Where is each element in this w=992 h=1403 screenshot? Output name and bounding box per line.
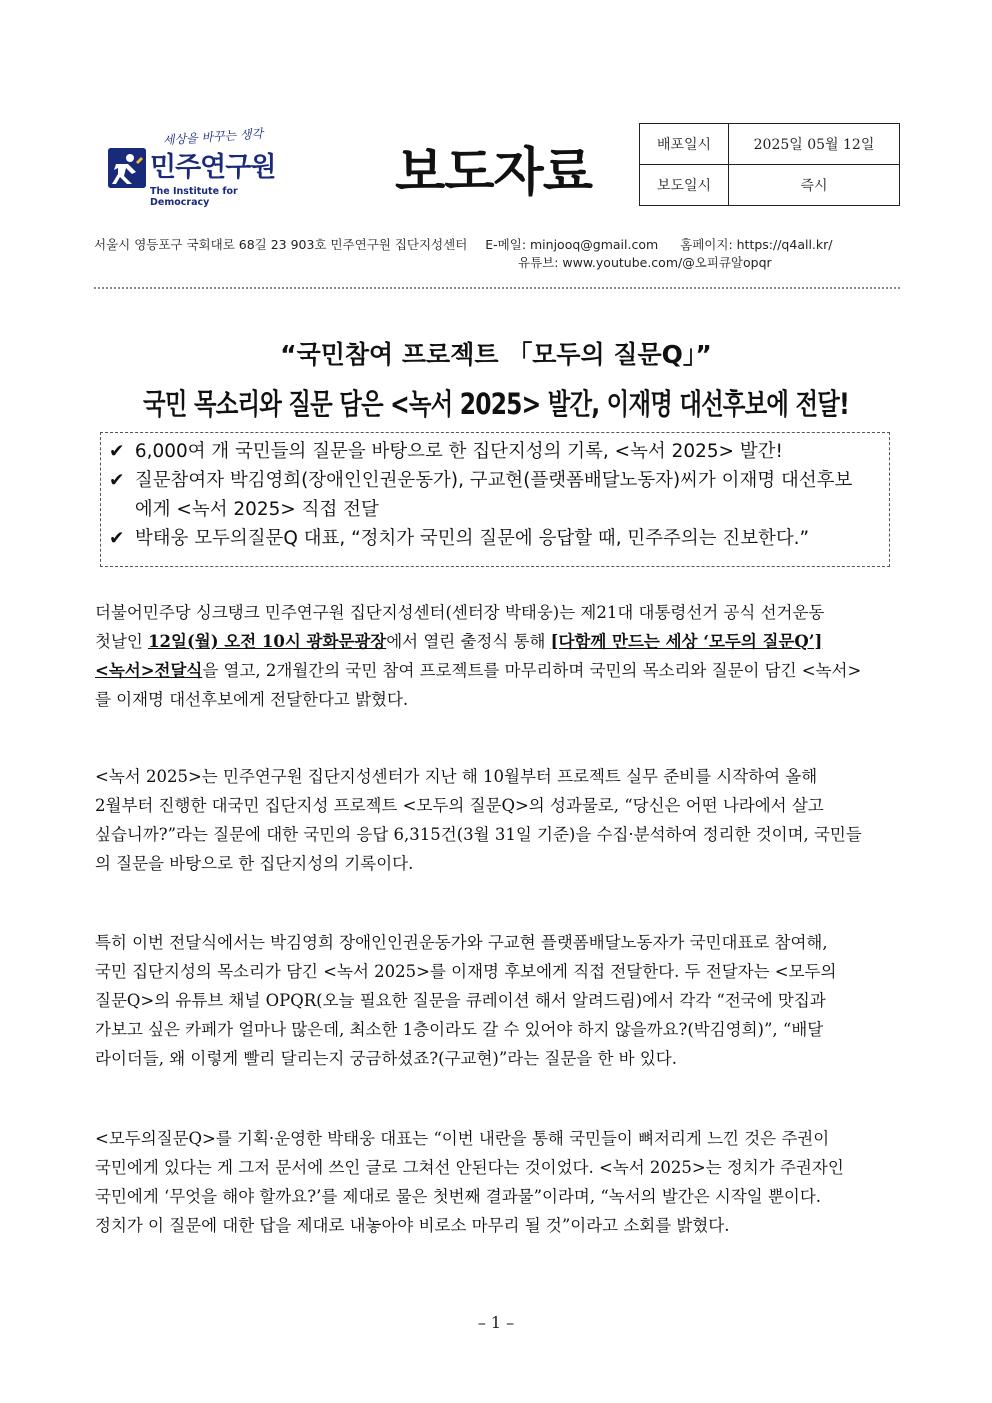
event-time-place: 12일(월) 오전 10시 광화문광장 xyxy=(148,632,387,651)
check-icon: ✔ xyxy=(109,470,125,491)
page-number: – 1 – xyxy=(477,1313,515,1332)
event-name: [다함께 만드는 세상 ‘모두의 질문Q’] xyxy=(550,632,823,651)
paragraph-line: <모두의질문Q>를 기획·운영한 박태웅 대표는 “이번 내란을 통해 국민들이 뼈저리게 느낀 것은 주권이 xyxy=(95,1129,830,1148)
paragraph-line: 국민 집단지성의 목소리가 담긴 <녹서 2025>를 이재명 후보에게 직접 전달한다. 두 전달자는 <모두의 xyxy=(95,962,837,981)
body-paragraph-3 xyxy=(95,928,901,1073)
summary-text: 질문참여자 박김영희(장애인인권운동가), 구교현(플랫폼배달노동자)씨가 이재명 대선후보 xyxy=(134,470,853,491)
text-run: 첫날인 xyxy=(95,632,149,651)
paragraph-line: 2월부터 진행한 대국민 집단지성 프로젝트 <모두의 질문Q>의 성과물로, “당신은 어떤 나라에서 살고 xyxy=(95,796,824,815)
youtube-text: 유튜브: www.youtube.com/@오피큐알opqr xyxy=(518,255,772,270)
paragraph-line: 특히 이번 전달식에서는 박김영희 장애인인권운동가와 구교현 플랫폼배달노동자가 국민대표로 참여해, xyxy=(95,933,828,952)
paragraph-line: 싶습니까?”라는 질문에 대한 국민의 응답 6,315건(3월 31일 기준)을 수집·분석하여 정리한 것이며, 국민들 xyxy=(95,825,862,844)
address-text: 서울시 영등포구 국회대로 68길 23 903호 민주연구원 집단지성센터 xyxy=(94,237,468,252)
headline-subtitle: “국민참여 프로젝트 「모두의 질문Q」” xyxy=(280,340,712,369)
paragraph-line: 더불어민주당 싱크탱크 민주연구원 집단지성센터(센터장 박태웅)는 제21대 대통령선거 공식 선거운동 xyxy=(95,603,825,622)
paragraph-line: 라이더들, 왜 이렇게 빨리 달리는지 궁금하셨죠?(구교현)”라는 질문을 한 바 있다. xyxy=(95,1049,677,1068)
homepage-text: 홈페이지: https://q4all.kr/ xyxy=(680,237,833,252)
document-title: 보도자료 xyxy=(395,143,592,203)
report-date-value: 즉시 xyxy=(729,165,900,206)
paragraph-line: 국민에게 있다는 게 그저 문서에 쓰인 글로 그쳐선 안된다는 것이었다. <녹서 2025>는 정치가 주권자인 xyxy=(95,1158,844,1177)
email-text: E-메일: minjooq@gmail.com xyxy=(485,237,659,252)
headline-title: 국민 목소리와 질문 담은 <녹서 2025> 발간, 이재명 대선후보에 전달! xyxy=(143,387,849,421)
check-icon: ✔ xyxy=(109,528,125,549)
paragraph-line: 가보고 싶은 카페가 얼마나 많은데, 최소한 1층이라도 갈 수 있어야 하지 않을까요?(박김영희)”, “배달 xyxy=(95,1020,824,1039)
logo-org-name: 민주연구원 xyxy=(150,152,276,183)
table-row xyxy=(640,124,900,165)
paragraph-line: 를 이재명 대선후보에게 전달한다고 밝혔다. xyxy=(95,690,409,709)
summary-text: 에게 <녹서 2025> 직접 전달 xyxy=(134,499,379,520)
report-date-label: 보도일시 xyxy=(640,165,729,206)
release-date-value: 2025일 05월 12일 xyxy=(729,124,900,165)
event-name-cont: <녹서>전달식 xyxy=(95,661,203,680)
logo-org-english: The Institute for Democracy xyxy=(150,186,238,208)
body-paragraph-4 xyxy=(95,1124,901,1240)
table-row xyxy=(640,165,900,206)
header-divider xyxy=(94,287,900,289)
logo-slogan: 세상을 바꾸는 생각 xyxy=(162,126,264,148)
contact-info xyxy=(94,235,833,253)
release-date-label: 배포일시 xyxy=(640,124,729,165)
check-icon: ✔ xyxy=(109,441,125,462)
summary-item-continuation xyxy=(109,495,879,524)
org-logo xyxy=(106,126,282,208)
paragraph-line xyxy=(95,627,901,656)
summary-item xyxy=(109,466,879,495)
body-paragraph-1 xyxy=(95,598,901,714)
summary-box xyxy=(100,432,890,567)
logo-mark-icon xyxy=(108,148,146,188)
paragraph-line: <녹서 2025>는 민주연구원 집단지성센터가 지난 해 10월부터 프로젝트 실무 준비를 시작하여 올해 xyxy=(95,767,818,786)
text-run: 을 열고, 2개월간의 국민 참여 프로젝트를 마무리하며 국민의 목소리와 질문이 담긴 <녹서> xyxy=(202,661,862,680)
summary-item xyxy=(109,437,879,466)
body-paragraph-2 xyxy=(95,762,901,878)
paragraph-line: 의 질문을 바탕으로 한 집단지성의 기록이다. xyxy=(95,854,414,873)
paragraph-line: 국민에게 ‘무엇을 해야 할까요?’를 제대로 물은 첫번째 결과물”이라며, “녹서의 발간은 시작일 뿐이다. xyxy=(95,1187,822,1206)
contact-info-youtube xyxy=(518,253,772,271)
paragraph-line: 질문Q>의 유튜브 채널 OPQR(오늘 필요한 질문을 큐레이션 해서 알려드림)에서 각각 “전국에 맛집과 xyxy=(95,991,826,1010)
text-run: 에서 열린 출정식 통해 xyxy=(386,632,551,651)
summary-text: 박태웅 모두의질문Q 대표, “정치가 국민의 질문에 응답할 때, 민주주의는 진보한다.” xyxy=(134,528,810,549)
paragraph-line xyxy=(95,656,901,685)
summary-item xyxy=(109,524,879,553)
paragraph-line: 정치가 이 질문에 대한 답을 제대로 내놓아야 비로소 마무리 될 것”이라고 소회를 밝혔다. xyxy=(95,1216,730,1235)
summary-text: 6,000여 개 국민들의 질문을 바탕으로 한 집단지성의 기록, <녹서 2025> 발간! xyxy=(134,441,783,462)
release-info-table xyxy=(639,123,900,206)
